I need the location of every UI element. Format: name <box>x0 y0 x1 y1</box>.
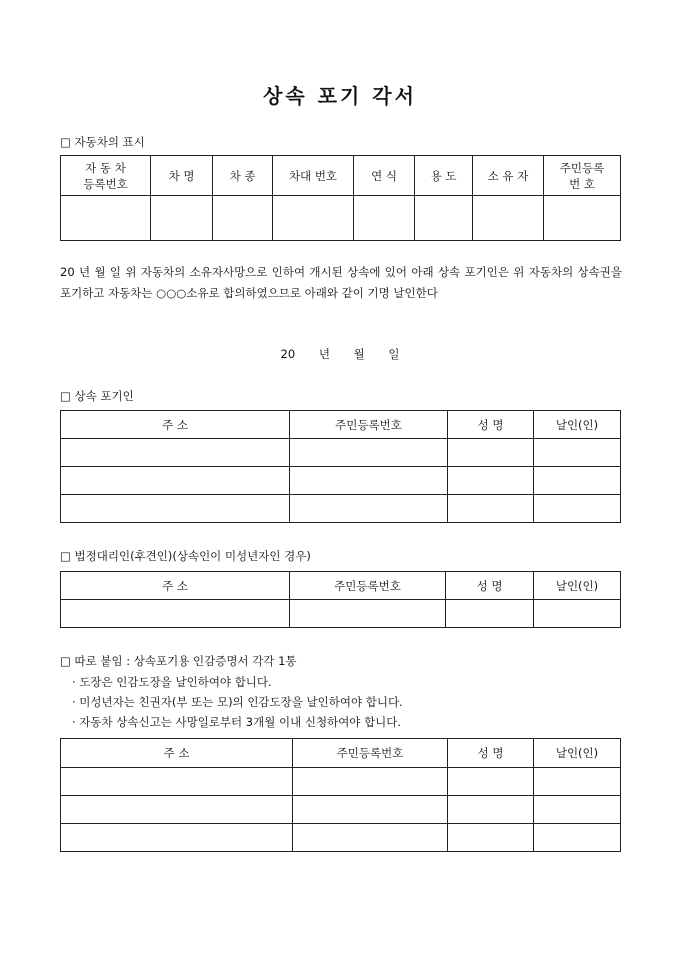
heirs-col-name: 성 명 <box>448 411 534 439</box>
table-cell[interactable] <box>61 768 293 796</box>
table-cell[interactable] <box>448 824 534 852</box>
table-cell[interactable] <box>61 495 290 523</box>
table-cell[interactable] <box>544 196 621 241</box>
table-cell[interactable] <box>293 796 448 824</box>
vehicle-col-chassis: 차대 번호 <box>273 156 354 196</box>
table-cell[interactable] <box>290 439 448 467</box>
attachment-col-seal: 날인(인) <box>534 739 621 768</box>
attachment-note: · 도장은 인감도장을 날인하여야 합니다. <box>72 675 272 689</box>
table-row <box>61 796 621 824</box>
document-title: 상속 포기 각서 <box>263 84 417 108</box>
guardian-col-name: 성 명 <box>446 572 534 600</box>
heirs-col-seal: 날인(인) <box>534 411 621 439</box>
vehicle-col-resident-number: 주민등록 번 호 <box>544 156 621 196</box>
table-cell[interactable] <box>534 467 621 495</box>
table-cell[interactable] <box>61 824 293 852</box>
attachment-note: · 미성년자는 친권자(부 또는 모)의 인감도장을 날인하여야 합니다. <box>72 695 403 709</box>
table-cell[interactable] <box>448 467 534 495</box>
table-cell[interactable] <box>61 600 290 628</box>
table-row <box>61 768 621 796</box>
vehicle-table <box>60 155 621 241</box>
table-cell[interactable] <box>354 196 415 241</box>
table-cell[interactable] <box>446 600 534 628</box>
table-row <box>61 196 621 241</box>
table-cell[interactable] <box>448 439 534 467</box>
table-cell[interactable] <box>534 796 621 824</box>
vehicle-col-type: 차 종 <box>213 156 273 196</box>
attachment-col-resident-number: 주민등록번호 <box>293 739 448 768</box>
guardian-table <box>60 571 621 628</box>
table-cell[interactable] <box>61 467 290 495</box>
table-cell[interactable] <box>290 495 448 523</box>
attachment-col-name: 성 명 <box>448 739 534 768</box>
table-cell[interactable] <box>61 796 293 824</box>
table-cell[interactable] <box>534 495 621 523</box>
heirs-col-resident-number: 주민등록번호 <box>290 411 448 439</box>
table-cell[interactable] <box>448 768 534 796</box>
table-cell[interactable] <box>448 796 534 824</box>
table-cell[interactable] <box>61 439 290 467</box>
table-cell[interactable] <box>213 196 273 241</box>
heirs-section-heading: □ 상속 포기인 <box>60 389 134 403</box>
attachment-col-address: 주 소 <box>61 739 293 768</box>
table-cell[interactable] <box>534 600 621 628</box>
table-row <box>61 600 621 628</box>
table-cell[interactable] <box>415 196 473 241</box>
guardian-col-address: 주 소 <box>61 572 290 600</box>
table-cell[interactable] <box>473 196 544 241</box>
guardian-col-seal: 날인(인) <box>534 572 621 600</box>
attachment-heading: □ 따로 붙임 : 상속포기용 인감증명서 각각 1통 <box>60 654 297 668</box>
vehicle-col-name: 차 명 <box>151 156 213 196</box>
table-row <box>61 439 621 467</box>
table-cell[interactable] <box>61 196 151 241</box>
table-cell[interactable] <box>290 467 448 495</box>
table-cell[interactable] <box>293 768 448 796</box>
table-cell[interactable] <box>534 824 621 852</box>
heirs-col-address: 주 소 <box>61 411 290 439</box>
table-cell[interactable] <box>534 439 621 467</box>
table-cell[interactable] <box>448 495 534 523</box>
statement-paragraph: 20 년 월 일 위 자동차의 소유자사망으로 인하여 개시된 상속에 있어 아래 상속 포기인은 위 자동차의 상속권을 포기하고 자동차는 ○○○소유로 합의하였으므로 아래와 같이 기명 날인한다 <box>60 265 622 300</box>
table-cell[interactable] <box>151 196 213 241</box>
table-cell[interactable] <box>534 768 621 796</box>
vehicle-section-heading: □ 자동차의 표시 <box>60 135 145 149</box>
guardian-section-heading: □ 법정대리인(후견인)(상속인이 미성년자인 경우) <box>60 549 311 563</box>
table-cell[interactable] <box>273 196 354 241</box>
vehicle-col-year: 연 식 <box>354 156 415 196</box>
table-row <box>61 495 621 523</box>
guardian-col-resident-number: 주민등록번호 <box>290 572 446 600</box>
vehicle-col-reg-number: 자 동 차 등록번호 <box>61 156 151 196</box>
date-line: 20 년 월 일 <box>280 347 400 361</box>
attachment-table <box>60 738 621 852</box>
table-cell[interactable] <box>290 600 446 628</box>
table-row <box>61 824 621 852</box>
vehicle-col-owner: 소 유 자 <box>473 156 544 196</box>
heirs-table <box>60 410 621 523</box>
attachment-note: · 자동차 상속신고는 사망일로부터 3개월 이내 신청하여야 합니다. <box>72 715 402 729</box>
table-cell[interactable] <box>293 824 448 852</box>
table-row <box>61 467 621 495</box>
vehicle-col-usage: 용 도 <box>415 156 473 196</box>
